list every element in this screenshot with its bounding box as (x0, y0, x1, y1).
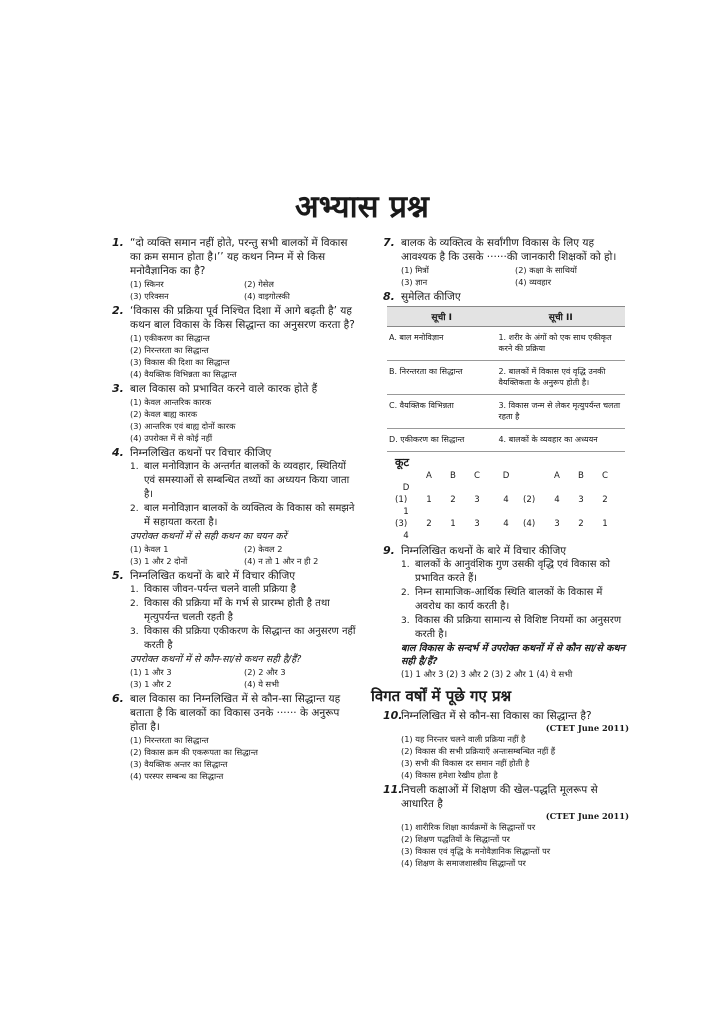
question-prompt: उपरोक्त कथनों में से कौन-सा/से कथन सही है/हैं? (130, 654, 302, 665)
match-table-header (387, 307, 625, 327)
question-number: 10. (383, 709, 403, 722)
question-2 (112, 304, 358, 380)
question-number: 3. (112, 382, 124, 395)
statement: 3. विकास की प्रक्रिया एकीकरण के सिद्धान्त का अनुसरण नहीं करती है (130, 626, 356, 651)
question-text: सुमेलित कीजिए (401, 291, 461, 303)
option: (4) विकास हमेशा रेखीय होता है (401, 770, 498, 780)
table-cell: 4. बालकों के व्यवहार का अध्ययन (496, 429, 625, 452)
column-header: सूची I (387, 307, 496, 327)
koot-header-row: A B C D A B C D (402, 471, 608, 493)
question-10 (383, 709, 629, 781)
question-number: 4. (112, 446, 124, 459)
options (383, 821, 629, 869)
question-text: बाल विकास को प्रभावित करने वाले कारक होते हैं (130, 383, 318, 395)
option: (2) कक्षा के साथियों (515, 265, 577, 275)
question-number: 11. (383, 783, 403, 796)
option: (3) विकास एवं वृद्धि के मनोवैज्ञानिक सिद्धान्तों पर (401, 846, 551, 856)
question-prompt: उपरोक्त कथनों में से सही कथन का चयन करें (130, 531, 287, 542)
koot-row: (3) 2 1 3 4 (4) 3 2 1 4 (395, 519, 608, 541)
option: (2) विकास क्रम की एकरूपता का सिद्धान्त (130, 747, 258, 757)
table-row (387, 327, 625, 361)
option: (2) केवल 2 (244, 544, 283, 554)
options (112, 666, 358, 690)
question-number: 9. (383, 544, 395, 557)
option: (4) न तो 1 और न ही 2 (244, 556, 319, 566)
statement: 1. विकास जीवन-पर्यन्त चलने वाली प्रक्रिया है (130, 584, 296, 595)
exam-source: (CTET June 2011) (545, 723, 629, 733)
option: (1) निरन्तरता का सिद्धान्त (130, 735, 209, 745)
table-cell: B. निरन्तरता का सिद्धान्त (387, 361, 496, 395)
option: (2) केवल बाह्य कारक (130, 409, 198, 419)
option: (4) वाइगोत्स्की (244, 291, 290, 301)
question-6 (112, 692, 358, 782)
option: (3) 1 और 2 (130, 679, 172, 689)
question-number: 8. (383, 290, 395, 303)
options: (1) 1 और 3 (2) 3 और 2 (3) 2 और 1 (4) ये सभी (401, 669, 573, 679)
table-cell: 2. बालकों में विकास एवं वृद्धि उनकी वैयक्तिकता के अनुरूप होती है। (496, 361, 625, 395)
question-text: निम्नलिखित कथनों के बारे में विचार कीजिए (401, 545, 567, 557)
statement: 1. बाल मनोविज्ञान के अन्तर्गत बालकों के व्यवहार, स्थितियों एवं समस्याओं से सम्बन्धित तथ्यों का अध्ययन किया जाता है। (130, 461, 350, 500)
option: (1) एकीकरण का सिद्धान्त (130, 333, 210, 343)
question-text: बालक के व्यक्तित्व के सर्वांगीण विकास के लिए यह आवश्यक है कि उसके ······की जानकारी शिक्षकों को हो। (401, 237, 617, 263)
question-text: निम्नलिखित कथनों के बारे में विचार कीजिए (130, 570, 296, 582)
column-header: सूची II (496, 307, 625, 327)
question-text: ‘विकास की प्रक्रिया पूर्व निश्चित दिशा में आगे बढ़ती है’ यह कथन बाल विकास के किस सिद्धान्त का अनुसरण करता है? (130, 305, 355, 331)
option: (1) केवल 1 (130, 544, 169, 554)
exam-source: (CTET June 2011) (545, 811, 629, 821)
question-number: 2. (112, 304, 124, 317)
table-cell: C. वैयक्तिक विभिन्नता (387, 395, 496, 429)
question-number: 6. (112, 692, 124, 705)
question-9 (383, 544, 629, 680)
question-7 (383, 236, 629, 288)
option: (3) 1 और 2 दोनों (130, 556, 188, 566)
option: (3) वैयक्तिक अन्तर का सिद्धान्त (130, 759, 228, 769)
question-number: 5. (112, 569, 124, 582)
statements (383, 558, 629, 642)
table-cell: 1. शरीर के अंगों को एक साथ एकीकृत करने की प्रक्रिया (496, 327, 625, 361)
option: (2) 2 और 3 (244, 667, 286, 677)
match-table (387, 306, 625, 452)
table-row (387, 361, 625, 395)
koot-codes (383, 470, 629, 542)
option: (1) शारीरिक शिक्षा कार्यक्रमों के सिद्धान्तों पर (401, 822, 536, 832)
table-cell: 3. विकास जन्म से लेकर मृत्युपर्यन्त चलता रहता है (496, 395, 625, 429)
option: (4) उपरोक्त में से कोई नहीं (130, 433, 213, 443)
option: (2) गेसेल (244, 279, 274, 289)
options (112, 278, 358, 302)
table-row (387, 429, 625, 452)
question-prompt: बाल विकास के सन्दर्भ में उपरोक्त कथनों में से कौन सा/से कथन सही है/हैं? (401, 643, 625, 667)
statement: 3. विकास की प्रक्रिया सामान्य से विशिष्ट नियमों का अनुसरण करती है। (401, 615, 622, 640)
options (112, 332, 358, 380)
question-1 (112, 236, 358, 302)
option: (3) ज्ञान (401, 277, 428, 287)
page-title: अभ्यास प्रश्न (295, 189, 429, 225)
option: (4) व्यवहार (515, 277, 552, 287)
question-number: 7. (383, 236, 395, 249)
question-text: “दो व्यक्ति समान नहीं होते, परन्तु सभी बालकों में विकास का क्रम समान होता है।’’ यह कथन निम्न में से किस मनोवैज्ञानिक का है? (130, 237, 348, 277)
left-column (112, 236, 358, 784)
options (112, 396, 358, 444)
question-number: 1. (112, 236, 124, 249)
option: (1) केवल आन्तरिक कारक (130, 397, 212, 407)
table-row (387, 395, 625, 429)
option: (2) विकास की सभी प्रक्रियाएँ अन्तःसम्बन्धित नहीं हैं (401, 746, 556, 756)
question-text: निचली कक्षाओं में शिक्षण की खेल-पद्धति मूलरूप से आधारित है (401, 784, 598, 810)
question-8 (383, 290, 629, 542)
statements (112, 583, 358, 653)
statement: 1. बालकों के आनुवंशिक गुण उसकी वृद्धि एवं विकास को प्रभावित करते हैं। (401, 559, 610, 584)
option: (3) आन्तरिक एवं बाह्य दोनों कारक (130, 421, 236, 431)
option: (4) शिक्षण के समाजशास्त्रीय सिद्धान्तों पर (401, 858, 526, 868)
option: (4) ये सभी (244, 679, 279, 689)
options (383, 733, 629, 781)
options (112, 734, 358, 782)
section-heading: विगत वर्षों में पूछे गए प्रश्न (371, 687, 512, 705)
table-cell: A. बाल मनोविज्ञान (387, 327, 496, 361)
option: (1) 1 और 3 (130, 667, 172, 677)
options (383, 264, 629, 288)
option: (3) सभी की विकास दर समान नहीं होती है (401, 758, 530, 768)
statement: 2. बाल मनोविज्ञान बालकों के व्यक्तित्व के विकास को समझने में सहायता करता है। (130, 503, 355, 528)
statement: 2. निम्न सामाजिक-आर्थिक स्थिति बालकों के विकास में अवरोध का कार्य करती है। (401, 587, 603, 612)
question-3 (112, 382, 358, 444)
option: (3) विकास की दिशा का सिद्धान्त (130, 357, 230, 367)
right-column (371, 236, 629, 871)
option: (2) शिक्षण पद्धतियों के सिद्धान्तों पर (401, 834, 510, 844)
option: (1) स्किनर (130, 279, 164, 289)
question-text: बाल विकास का निम्नलिखित में से कौन-सा सिद्धान्त यह बताता है कि बालकों का विकास उनके ······ के अनुरूप होता है। (130, 693, 341, 733)
option: (4) परस्पर सम्बन्ध का सिद्धान्त (130, 771, 224, 781)
question-5 (112, 569, 358, 690)
option: (1) मित्रों (401, 265, 429, 275)
option: (2) निरन्तरता का सिद्धान्त (130, 345, 209, 355)
question-4 (112, 446, 358, 567)
option: (4) वैयक्तिक विभिन्नता का सिद्धान्त (130, 369, 237, 379)
statement: 2. विकास की प्रक्रिया माँ के गर्भ से प्रारम्भ होती है तथा मृत्युपर्यन्त चलती रहती है (130, 598, 330, 623)
koot-row: (1) 1 2 3 4 (2) 4 3 2 1 (395, 495, 608, 517)
table-cell: D. एकीकरण का सिद्धान्त (387, 429, 496, 452)
statements (112, 460, 358, 530)
question-11 (383, 783, 629, 869)
question-text: निम्नलिखित कथनों पर विचार कीजिए (130, 447, 272, 459)
question-text: निम्नलिखित में से कौन-सा विकास का सिद्धान्त है? (401, 710, 592, 722)
option: (3) एरिक्सन (130, 291, 169, 301)
koot-label: कूट (395, 456, 409, 469)
option: (1) यह निरन्तर चलने वाली प्रक्रिया नहीं है (401, 734, 526, 744)
options (112, 543, 358, 567)
